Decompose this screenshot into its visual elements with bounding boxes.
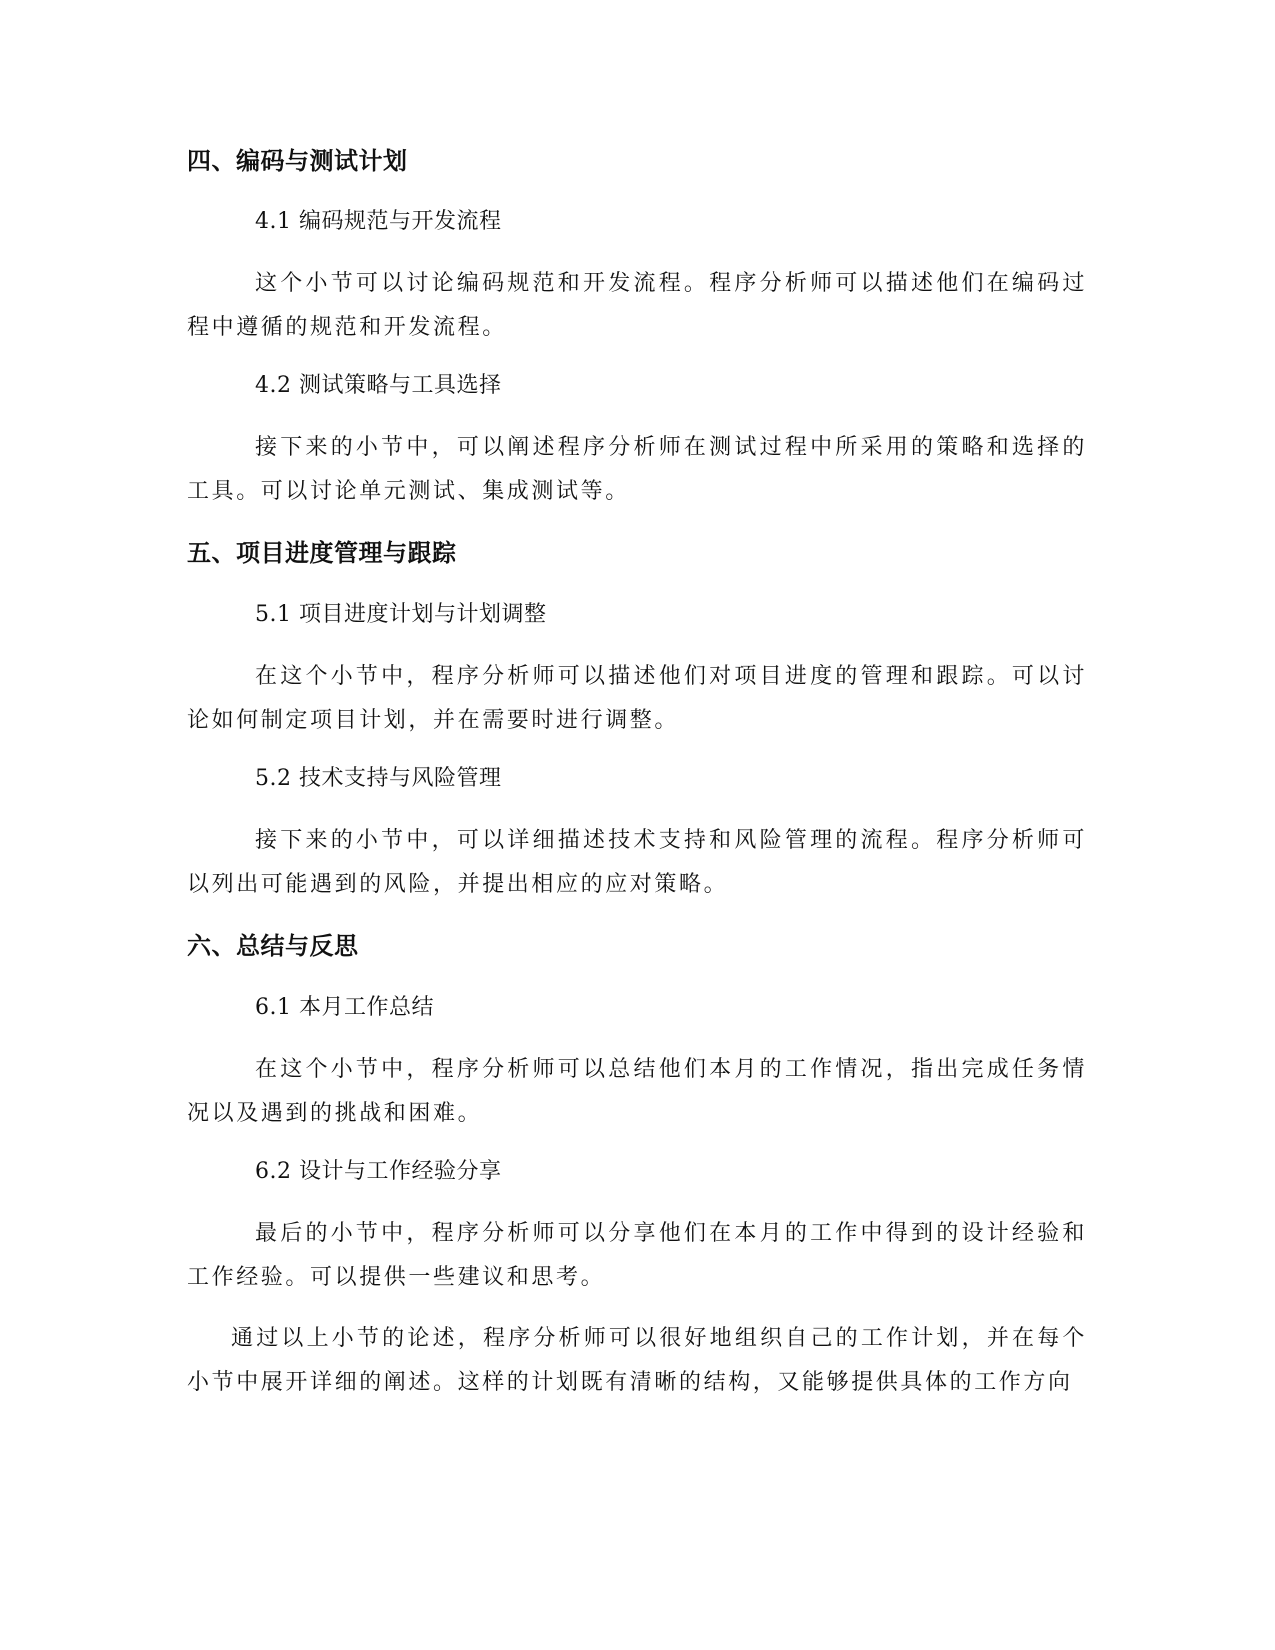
closing-paragraph: 通过以上小节的论述，程序分析师可以很好地组织自己的工作计划，并在每个小节中展开详细的阐述。这样的计划既有清晰的结构，又能够提供具体的工作方向 bbox=[187, 1326, 1087, 1395]
paragraph-4-1: 这个小节可以讨论编码规范和开发流程。程序分析师可以描述他们在编码过程中遵循的规范和开发流程。 bbox=[187, 271, 1087, 340]
subsection-title-5-2: 5.2 技术支持与风险管理 bbox=[255, 766, 502, 791]
section-heading-6: 六、总结与反思 bbox=[187, 932, 359, 960]
subsection-title-5-1: 5.1 项目进度计划与计划调整 bbox=[255, 602, 547, 627]
subsection-title-4-2: 4.2 测试策略与工具选择 bbox=[255, 373, 502, 398]
section-heading-4: 四、编码与测试计划 bbox=[187, 147, 408, 175]
paragraph-5-2: 接下来的小节中，可以详细描述技术支持和风险管理的流程。程序分析师可以列出可能遇到的风险，并提出相应的应对策略。 bbox=[187, 828, 1087, 897]
paragraph-6-2: 最后的小节中，程序分析师可以分享他们在本月的工作中得到的设计经验和工作经验。可以提供一些建议和思考。 bbox=[187, 1221, 1087, 1290]
paragraph-6-1: 在这个小节中，程序分析师可以总结他们本月的工作情况，指出完成任务情况以及遇到的挑战和困难。 bbox=[187, 1057, 1087, 1126]
subsection-title-4-1: 4.1 编码规范与开发流程 bbox=[255, 209, 502, 234]
subsection-title-6-2: 6.2 设计与工作经验分享 bbox=[255, 1159, 502, 1184]
paragraph-5-1: 在这个小节中，程序分析师可以描述他们对项目进度的管理和跟踪。可以讨论如何制定项目计划，并在需要时进行调整。 bbox=[187, 664, 1087, 733]
section-heading-5: 五、项目进度管理与跟踪 bbox=[187, 539, 457, 567]
subsection-title-6-1: 6.1 本月工作总结 bbox=[255, 995, 434, 1020]
paragraph-4-2: 接下来的小节中，可以阐述程序分析师在测试过程中所采用的策略和选择的工具。可以讨论单元测试、集成测试等。 bbox=[187, 435, 1087, 504]
